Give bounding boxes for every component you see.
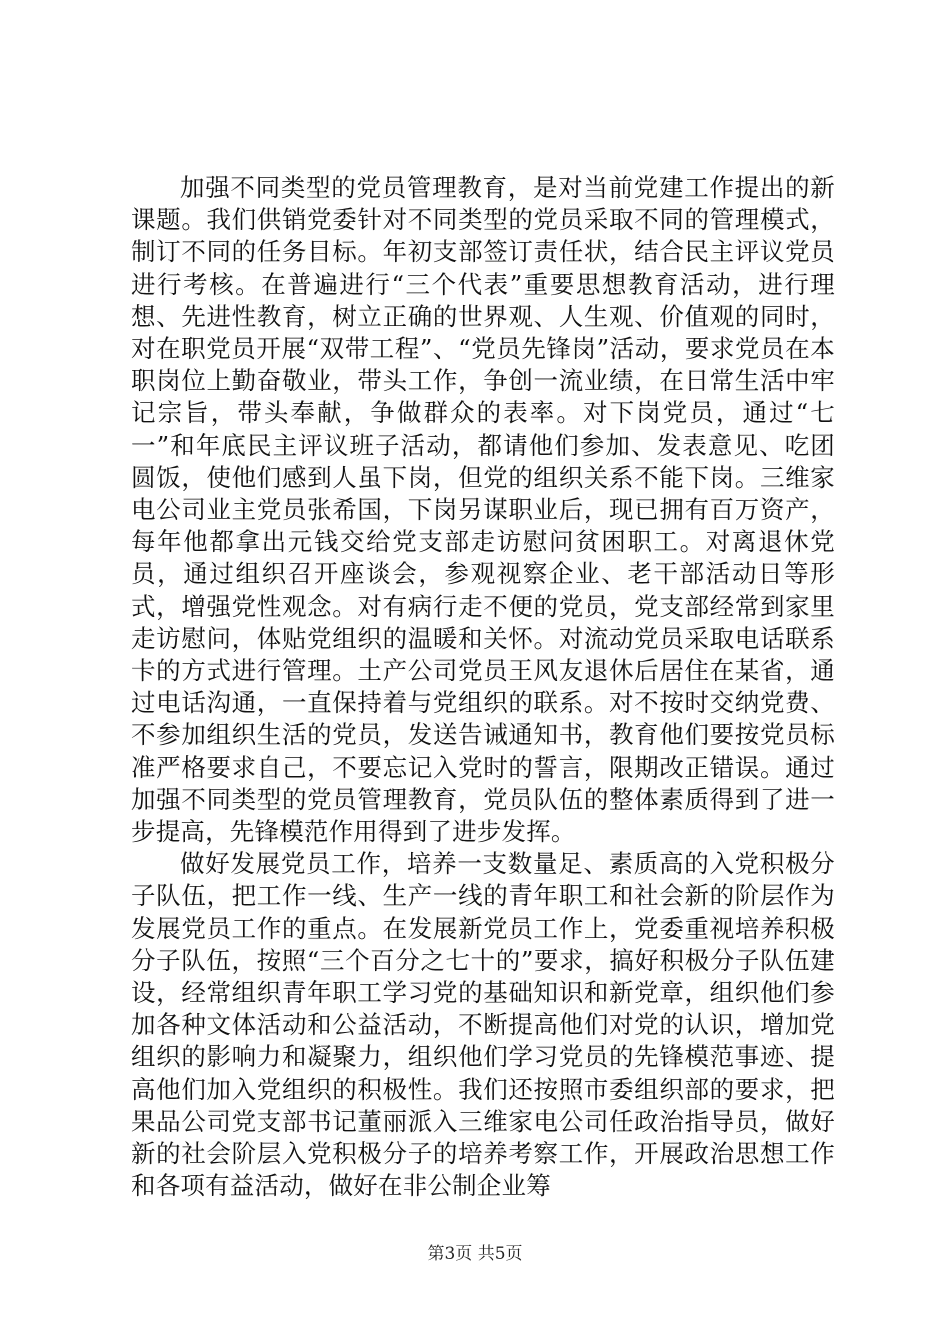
paragraph-2: 做好发展党员工作，培养一支数量足、素质高的入党积极分子队伍，把工作一线、生产一线的青年职工和社会新的阶层作为发展党员工作的重点。在发展新党员工作上，党委重视培养积极分子队伍，按照“三个百分之七十的”要求，搞好积极分子队伍建设，经常组织青年职工学习党的基础知识和新党章，组织他们参加各种文体活动和公益活动，不断提高他们对党的认识，增加党组织的影响力和凝聚力，组织他们学习党员的先锋模范事迹、提高他们加入党组织的积极性。我们还按照市委组织部的要求，把果品公司党支部书记董丽派入三维家电公司任政治指导员，做好新的社会阶层入党积极分子的培养考察工作，开展政治思想工作和各项有益活动，做好在非公制企业筹 xyxy=(131,849,835,1201)
page-number: 第3页 共5页 xyxy=(427,1244,523,1264)
paragraph-1: 加强不同类型的党员管理教育，是对当前党建工作提出的新课题。我们供销党委针对不同类型的党员采取不同的管理模式，制订不同的任务目标。年初支部签订责任状，结合民主评议党员进行考核。在普遍进行“三个代表”重要思想教育活动，进行理想、先进性教育，树立正确的世界观、人生观、价值观的同时，对在职党员开展“双带工程”、“党员先锋岗”活动，要求党员在本职岗位上勤奋敬业，带头工作，争创一流业绩，在日常生活中牢记宗旨，带头奉献，争做群众的表率。对下岗党员，通过“七一”和年底民主评议班子活动，都请他们参加、发表意见、吃团圆饭，使他们感到人虽下岗，但党的组织关系不能下岗。三维家电公司业主党员张希国，下岗另谋职业后，现已拥有百万资产，每年他都拿出元钱交给党支部走访慰问贫困职工。对离退休党员，通过组织召开座谈会，参观视察企业、老干部活动日等形式，增强党性观念。对有病行走不便的党员，党支部经常到家里走访慰问，体贴党组织的温暖和关怀。对流动党员采取电话联系卡的方式进行管理。土产公司党员王风友退休后居住在某省，通过电话沟通，一直保持着与党组织的联系。对不按时交纳党费、不参加组织生活的党员，发送告诫通知书，教育他们要按党员标准严格要求自己，不要忘记入党时的誓言，限期改正错误。通过加强不同类型的党员管理教育，党员队伍的整体素质得到了进一步提高，先锋模范作用得到了进步发挥。 xyxy=(131,173,835,847)
document-body xyxy=(131,172,835,1203)
